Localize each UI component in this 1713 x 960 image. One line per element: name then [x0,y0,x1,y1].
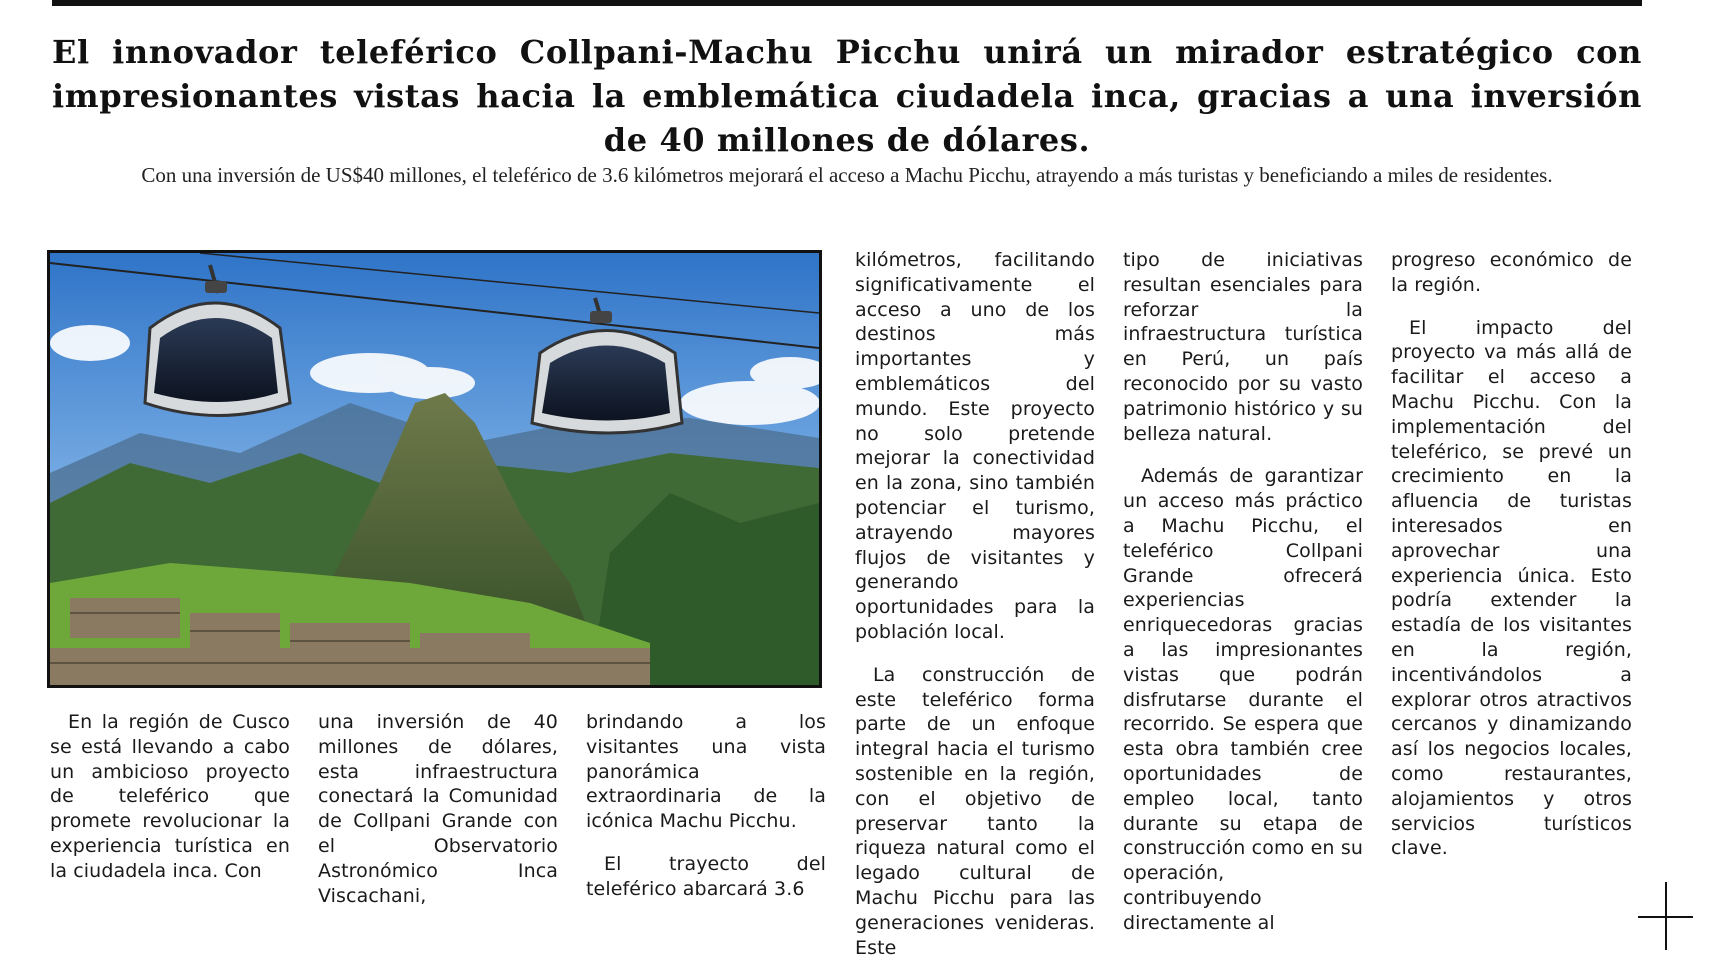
crop-mark-vertical [1665,882,1667,950]
paragraph: kilómetros, facilitando significativamente el acceso a uno de los destinos más importantes y emblemáticos del mundo. Este proyecto no solo pretende mejorar la conectividad en la zona, sino también potenciar el turismo, atrayendo mayores flujos de visitantes y generando oportunidades para la población local. [855,249,1095,643]
column-1 [50,710,290,884]
top-rule [52,0,1642,6]
paragraph: Además de garantizar un acceso más práctico a Machu Picchu, el teleférico Collpani Grande ofrecerá experiencias enriquecedoras gracias a las impresionantes vistas que podrán disfrutarse durante el recorrido. Se espera que esta obra también cree oportunidades de empleo local, tanto durante su etapa de construcción como en su operación, contribuyendo directamente al [1123,465,1363,934]
paragraph: tipo de iniciativas resultan esenciales para reforzar la infraestructura turística en Perú, un país reconocido por su vasto patrimonio histórico y su belleza natural. [1123,249,1363,445]
column-3 [586,710,826,902]
paragraph: El trayecto del teleférico abarcará 3.6 [586,852,826,900]
paragraph: brindando a los visitantes una vista panorámica extraordinaria de la icónica Machu Picchu. [586,711,826,833]
cable-car-photo-illustration [50,253,819,685]
article-headline: El innovador teleférico Collpani-Machu Picchu unirá un mirador estratégico con impresionantes vistas hacia la emblemática ciudadela inca, gracias a una inversión de 40 millones de dólares. [52,33,1642,159]
column-5 [1123,248,1363,936]
column-2 [318,710,558,908]
paragraph: En la región de Cusco se está llevando a cabo un ambicioso proyecto de teleférico que promete revolucionar la experiencia turística en la ciudadela inca. Con [50,711,290,882]
paragraph: La construcción de este teleférico forma parte de un enfoque integral hacia el turismo sostenible en la región, con el objetivo de preservar tanto la riqueza natural como el legado cultural de Machu Picchu para las generaciones venideras. Este [855,663,1095,959]
paragraph: una inversión de 40 millones de dólares, esta infraestructura conectará la Comunidad de Collpani Grande con el Observatorio Astronómico Inca Viscachani, [318,711,558,907]
article-deck: Con una inversión de US$40 millones, el teleférico de 3.6 kilómetros mejorará el acceso a Machu Picchu, atrayendo a más turistas y beneficiando a miles de residentes. [141,163,1553,187]
paragraph: progreso económico de la región. [1391,249,1632,296]
column-4 [855,248,1095,960]
column-6 [1391,248,1632,861]
paragraph: El impacto del proyecto va más allá de facilitar el acceso a Machu Picchu. Con la implementación del teleférico, se prevé un crecimiento en la afluencia de turistas interesados en aprovechar una experiencia única. Esto podría extender la estadía de los visitantes en la región, incentivándolos a explorar otros atractivos cercanos y dinamizando así los negocios locales, como restaurantes, alojamientos y otros servicios turísticos clave. [1391,316,1632,860]
article-photo [47,250,822,688]
